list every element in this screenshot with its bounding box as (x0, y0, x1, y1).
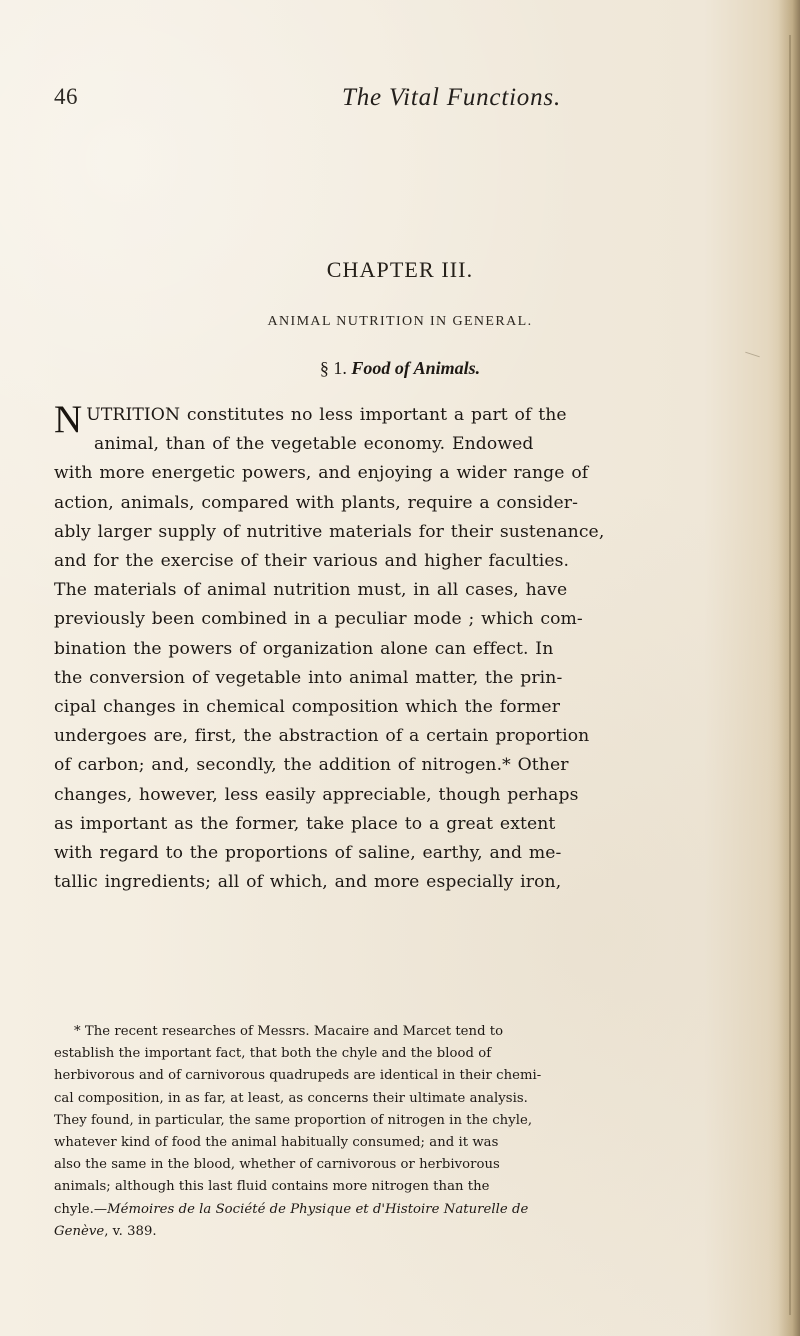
body-line: tallic ingredients; all of which, and more especially iron, (54, 872, 562, 893)
footnote-line: also the same in the blood, whether of carnivorous or herbivorous (54, 1157, 500, 1173)
chapter-subtitle: ANIMAL NUTRITION IN GENERAL. (267, 314, 533, 329)
footnote-volume: , v. 389. (104, 1223, 157, 1239)
paper-scratch (745, 352, 760, 358)
body-line: action, animals, compared with plants, require a consider- (54, 492, 578, 513)
body-line: UTRITION constitutes no less important a part of the (86, 405, 567, 425)
body-line: with regard to the proportions of saline, earthy, and me- (54, 843, 562, 864)
page-number: 46 (54, 84, 78, 109)
footnote-line: herbivorous and of carnivorous quadrupeds are identical in their chemi- (54, 1068, 542, 1084)
running-title: The Vital Functions. (342, 84, 561, 111)
body-line: changes, however, less easily appreciable, though perhaps (54, 784, 579, 805)
footnote-source-line (54, 1199, 752, 1221)
footnote-place: Genève (54, 1223, 105, 1239)
footnote-line: establish the important fact, that both the chyle and the blood of (54, 1046, 492, 1062)
body-line: previously been combined in a peculiar mode ; which com- (54, 609, 583, 630)
body-line: cipal changes in chemical composition which the former (54, 697, 561, 718)
body-line: undergoes are, first, the abstraction of a certain proportion (54, 726, 590, 747)
footnote-citation: Mémoires de la Société de Physique et d'Histoire Naturelle de (107, 1201, 529, 1217)
body-line: animal, than of the vegetable economy. Endowed (94, 434, 534, 455)
footnote-source-prefix: chyle.— (54, 1201, 108, 1217)
page-header (54, 84, 594, 120)
body-line: ably larger supply of nutritive materials for their sustenance, (54, 521, 605, 542)
footnote-line: cal composition, in as far, at least, as concerns their ultimate analysis. (54, 1090, 528, 1106)
body-line: and for the exercise of their various and higher faculties. (54, 551, 570, 572)
drop-cap: N (54, 398, 83, 441)
footnote-block (54, 1021, 752, 1243)
footnote-line: * The recent researches of Messrs. Macaire and Marcet tend to (74, 1024, 504, 1039)
footnote-line: They found, in particular, the same proportion of nitrogen in the chyle, (54, 1112, 533, 1128)
footnote-source-end (54, 1221, 752, 1243)
page-edge-line (789, 35, 791, 1315)
main-text-block (54, 398, 756, 897)
body-line: as important as the former, take place to a great extent (54, 813, 556, 834)
body-line: the conversion of vegetable into animal matter, the prin- (54, 667, 563, 688)
body-line: with more energetic powers, and enjoying a wider range of (54, 463, 589, 484)
section-heading (0, 358, 800, 379)
footnote-line: animals; although this last fluid contains more nitrogen than the (54, 1179, 490, 1195)
body-line: bination the powers of organization alone can effect. In (54, 638, 554, 659)
body-line: The materials of animal nutrition must, in all cases, have (54, 580, 568, 601)
section-title: Food of Animals. (351, 358, 481, 378)
chapter-title: CHAPTER III. (326, 257, 474, 282)
section-number: § 1. (319, 358, 347, 378)
body-line: of carbon; and, secondly, the addition of nitrogen.* Other (54, 755, 569, 776)
footnote-line: whatever kind of food the animal habitually consumed; and it was (54, 1135, 499, 1151)
